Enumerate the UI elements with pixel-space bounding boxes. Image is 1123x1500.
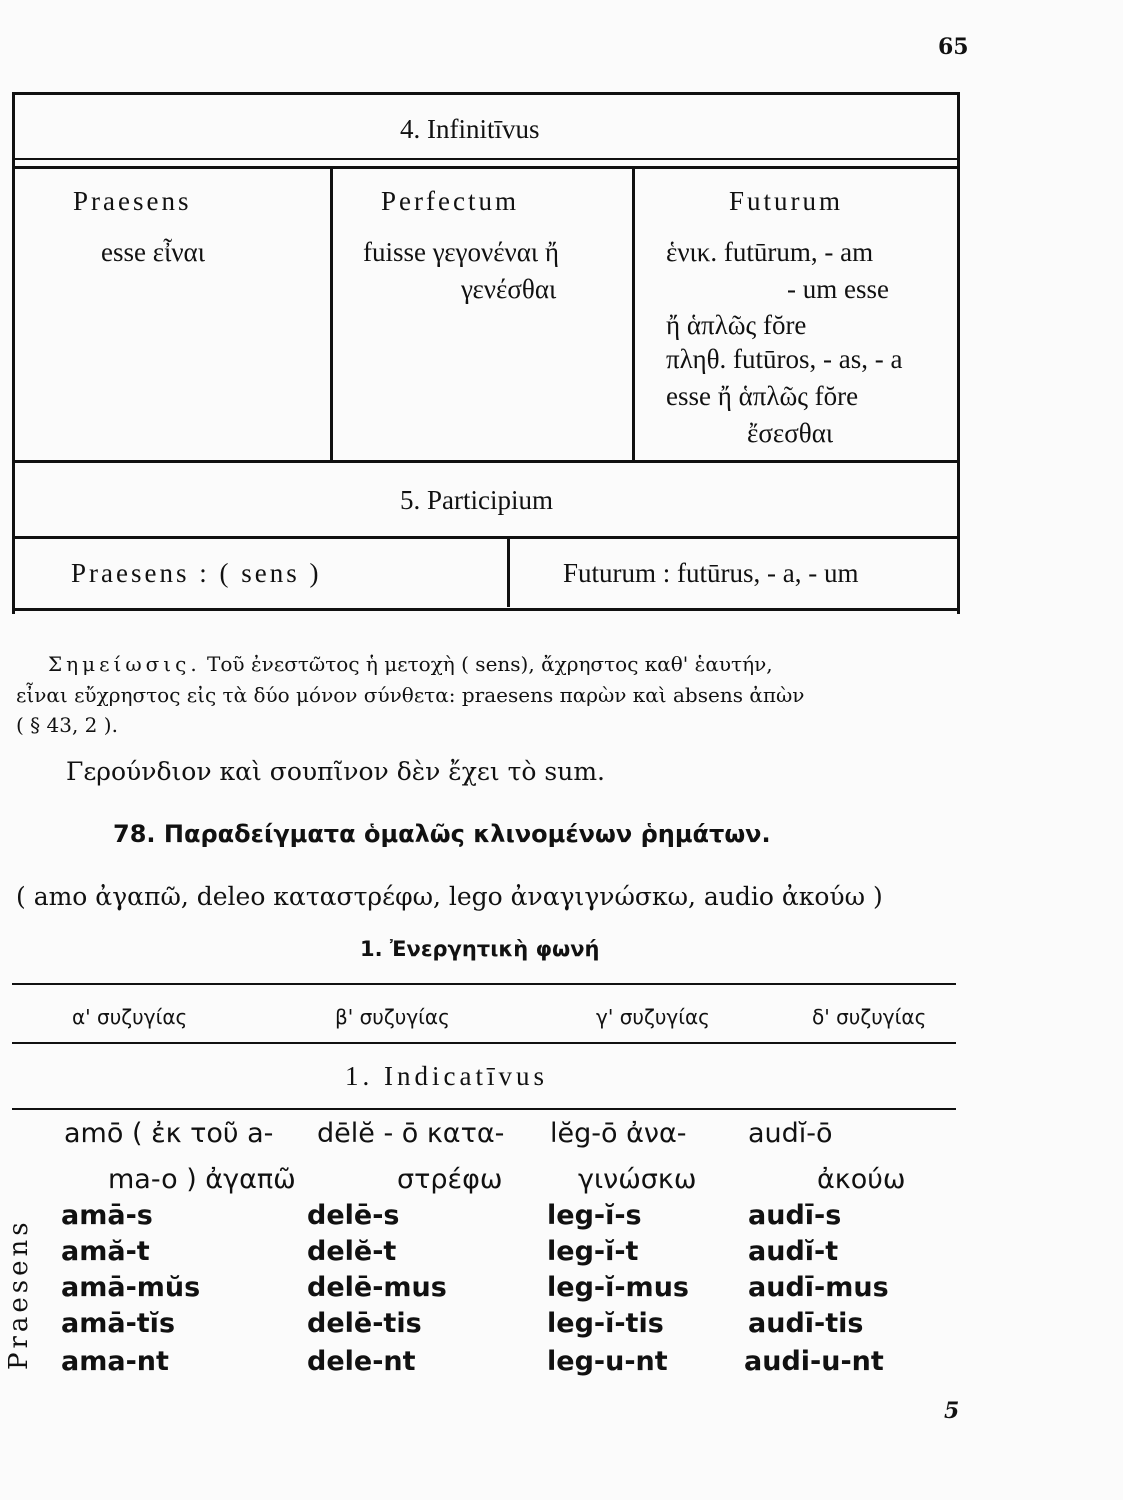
page-number: 65 xyxy=(938,34,969,60)
header-perfectum: Perfectum xyxy=(381,186,519,216)
table-cell: delĕ-t xyxy=(307,1236,397,1267)
header-praesens: Praesens xyxy=(73,186,192,216)
table-cell: delē-mus xyxy=(307,1272,447,1303)
table-cell: dele-nt xyxy=(307,1346,416,1377)
mood-title: 1. Indicatīvus xyxy=(345,1061,548,1091)
gerund-note: Γερούνδιον καὶ σουπῖνον δὲν ἔχει τὸ sum. xyxy=(66,757,605,786)
table-cell: audĭ-t xyxy=(748,1236,839,1267)
futurum-line: ἤ ἁπλῶς fŏre xyxy=(666,310,807,340)
infinitive-participle-table xyxy=(12,92,960,614)
table-cell: ama-nt xyxy=(61,1346,169,1377)
table-cell: amō ( ἐκ τοῦ a- xyxy=(64,1118,274,1149)
conjugation-3: γ' συζυγίας xyxy=(596,1005,710,1029)
table-cell: ἀκούω xyxy=(817,1164,906,1195)
rule xyxy=(12,1042,956,1044)
voice-title: 1. Ἐνεργητικὴ φωνή xyxy=(360,937,600,961)
header-futurum: Futurum xyxy=(729,186,844,216)
table-cell: ma-o ) ἀγαπῶ xyxy=(108,1164,296,1195)
futurum-line: - um esse xyxy=(787,274,889,304)
note-line xyxy=(48,652,773,676)
table-cell: amă-t xyxy=(61,1236,150,1267)
infinitive-title: 4. Infinitīvus xyxy=(400,114,540,144)
futurum-line: πληθ. futūros, - as, - a xyxy=(666,344,903,374)
column-divider xyxy=(330,169,333,461)
rule xyxy=(12,983,956,985)
conjugation-4: δ' συζυγίας xyxy=(812,1005,927,1029)
rule xyxy=(12,1108,956,1110)
rule xyxy=(15,158,957,160)
verbs-line: ( amo ἀγαπῶ, deleo καταστρέφω, lego ἀναγιγνώσκω, audio ἀκούω ) xyxy=(16,882,883,911)
rule xyxy=(15,166,957,169)
signature-mark: 5 xyxy=(944,1398,960,1424)
table-cell: γινώσκω xyxy=(578,1164,697,1195)
table-cell: leg-ĭ-mus xyxy=(547,1272,689,1303)
table-cell: leg-ĭ-tis xyxy=(547,1308,664,1339)
table-cell: delē-tis xyxy=(307,1308,422,1339)
rule xyxy=(15,92,957,95)
table-cell: dēlĕ - ō κατα- xyxy=(317,1118,505,1149)
table-cell: amā-tĭs xyxy=(61,1308,176,1339)
table-cell: leg-ĭ-s xyxy=(547,1200,642,1231)
perfectum-line: fuisse γεγονέναι ἤ xyxy=(363,237,560,267)
section-title: 78. Παραδείγματα ὁμαλῶς κλινομένων ῥημάτων. xyxy=(113,820,771,848)
perfectum-line: γενέσθαι xyxy=(461,274,557,304)
rule xyxy=(15,536,957,539)
note-line: ( § 43, 2 ). xyxy=(16,713,118,737)
table-cell: amā-mŭs xyxy=(61,1272,201,1303)
futurum-line: ἔσεσθαι xyxy=(747,418,834,448)
tense-label: Praesens xyxy=(4,1218,34,1370)
note-lead: Σημείωσις. xyxy=(48,652,201,676)
column-divider xyxy=(632,169,635,461)
futurum-line: ἑνικ. futūrum, - am xyxy=(666,237,874,267)
participle-praesens: Praesens : ( sens ) xyxy=(71,558,322,588)
table-cell: audī-mus xyxy=(748,1272,889,1303)
rule xyxy=(15,460,957,463)
rule xyxy=(15,608,957,611)
table-cell: lĕg-ō ἀνα- xyxy=(550,1118,687,1149)
participle-title: 5. Participium xyxy=(400,485,553,515)
table-cell: audĭ-ō xyxy=(748,1118,833,1149)
table-cell: delē-s xyxy=(307,1200,400,1231)
note-text: Τοῦ ἐνεστῶτος ἡ μετοχὴ ( sens), ἄχρηστος καθ' ἑαυτήν, xyxy=(207,652,773,676)
futurum-line: esse ἤ ἁπλῶς fŏre xyxy=(666,381,859,411)
conjugation-2: β' συζυγίας xyxy=(335,1005,450,1029)
table-cell: στρέφω xyxy=(397,1164,503,1195)
table-cell: leg-ĭ-t xyxy=(547,1236,639,1267)
participle-futurum: Futurum : futūrus, - a, - um xyxy=(563,558,859,588)
note-line: εἶναι εὔχρηστος εἰς τὰ δύο μόνον σύνθετα: praesens παρὼν καὶ absens ἀπὼν xyxy=(16,683,805,707)
table-cell: audi-u-nt xyxy=(744,1346,884,1377)
table-cell: audī-s xyxy=(748,1200,842,1231)
praesens-value: esse εἶναι xyxy=(101,237,205,267)
table-cell: audī-tis xyxy=(748,1308,864,1339)
table-cell: amā-s xyxy=(61,1200,153,1231)
table-cell: leg-u-nt xyxy=(547,1346,668,1377)
conjugation-1: α' συζυγίας xyxy=(72,1005,188,1029)
column-divider xyxy=(507,539,510,607)
